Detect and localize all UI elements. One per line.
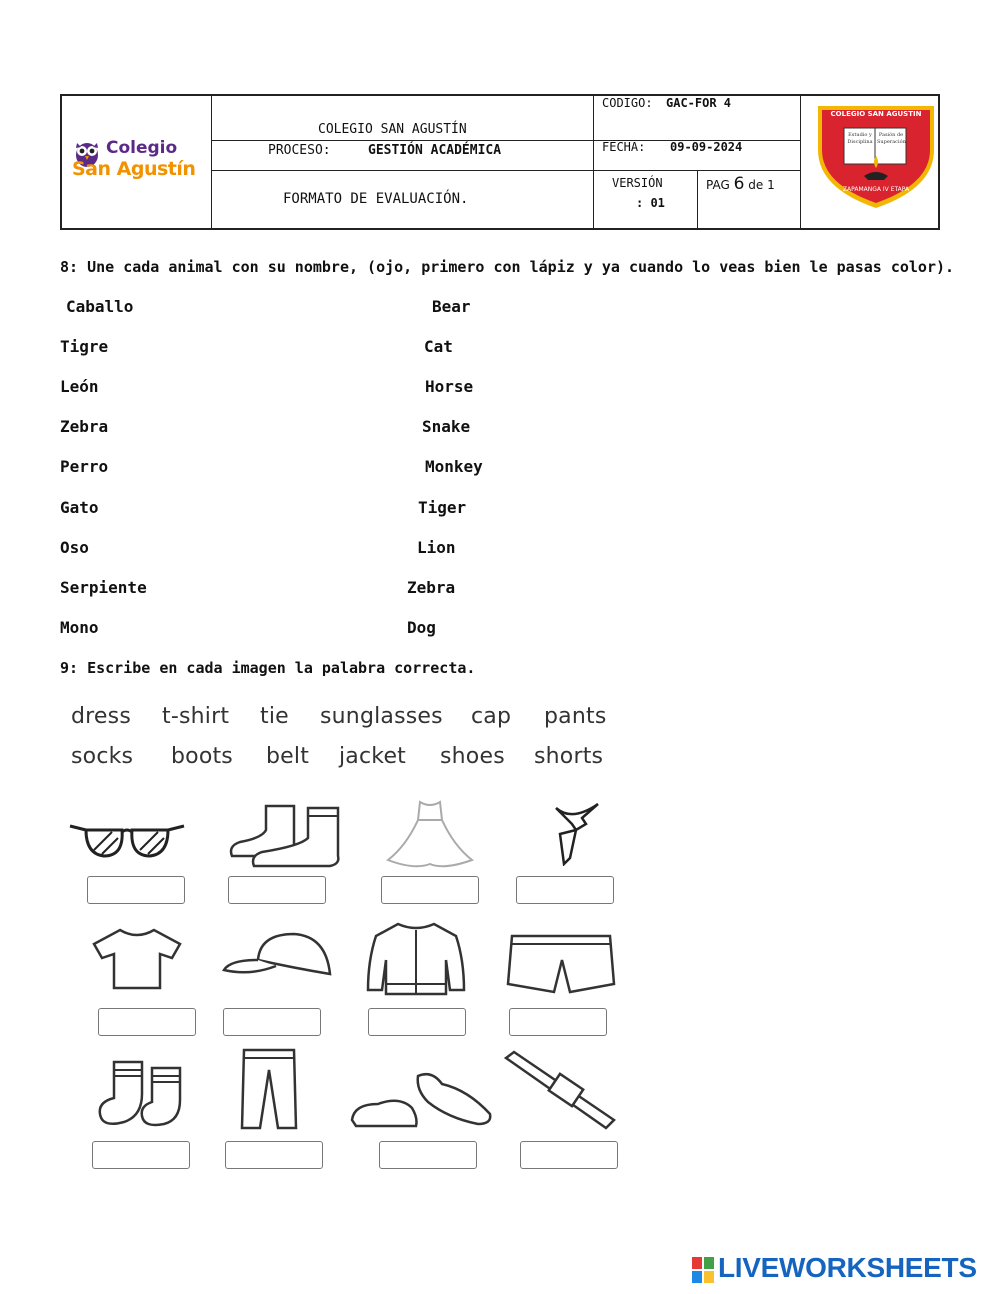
spanish-word: Gato — [60, 497, 99, 517]
socks-icon — [94, 1058, 200, 1128]
process-value: GESTIÓN ACADÉMICA — [368, 143, 502, 158]
spanish-word: Zebra — [60, 417, 109, 437]
process-label: PROCESO: — [268, 143, 331, 158]
word-bank-item: socks — [71, 744, 134, 769]
english-word: Dog — [407, 617, 436, 637]
header-table — [60, 94, 940, 230]
answer-box-pants[interactable] — [225, 1141, 323, 1169]
english-word: Lion — [417, 537, 456, 557]
school-crest — [814, 102, 938, 210]
answer-box-belt[interactable] — [520, 1141, 618, 1169]
english-word: Monkey — [425, 457, 483, 477]
format-title: FORMATO DE EVALUACIÓN. — [283, 191, 469, 207]
question-9-title: 9: Escribe en cada imagen la palabra correcta. — [60, 659, 476, 677]
cap-icon — [220, 930, 334, 988]
word-bank-item: tie — [260, 704, 289, 729]
word-bank-item: cap — [471, 704, 512, 729]
logo-line1: Colegio — [106, 138, 178, 158]
answer-box-cap[interactable] — [223, 1008, 321, 1036]
english-word: Snake — [422, 417, 471, 437]
word-bank-item: dress — [71, 704, 131, 729]
spanish-word: León — [60, 377, 99, 397]
answer-box-jacket[interactable] — [368, 1008, 466, 1036]
crest-book-left: Estudio y Disciplina — [847, 132, 873, 145]
word-bank-item: pants — [544, 704, 607, 729]
english-word: Zebra — [407, 577, 456, 597]
english-word: Horse — [425, 377, 474, 397]
crest-icon — [814, 102, 938, 210]
answer-box-boots[interactable] — [228, 876, 326, 904]
version-value: : 01 — [636, 196, 665, 210]
word-bank-item: boots — [171, 744, 233, 769]
boots-icon — [226, 802, 342, 868]
version-label: VERSIÓN — [612, 176, 663, 190]
crest-bottom-text: ZAPAMANGA IV ETAPA — [842, 186, 910, 193]
spanish-word: Serpiente — [60, 577, 147, 597]
answer-box-tshirt[interactable] — [98, 1008, 196, 1036]
question-8-title: 8: Une cada animal con su nombre, (ojo, primero con lápiz y ya cuando lo veas bien le pasas color). — [60, 258, 955, 276]
answer-box-sunglasses[interactable] — [87, 876, 185, 904]
answer-box-socks[interactable] — [92, 1141, 190, 1169]
jacket-icon — [364, 920, 468, 996]
dress-icon — [384, 798, 476, 870]
word-bank-item: sunglasses — [320, 704, 443, 729]
word-bank-item: jacket — [339, 744, 407, 769]
answer-box-shoes[interactable] — [379, 1141, 477, 1169]
answer-box-shorts[interactable] — [509, 1008, 607, 1036]
liveworksheets-text: LIVEWORKSHEETS — [718, 1252, 977, 1283]
crest-top-text: COLEGIO SAN AGUSTIN — [830, 110, 922, 118]
tshirt-icon — [90, 926, 184, 990]
spanish-word: Mono — [60, 617, 99, 637]
belt-icon — [502, 1050, 618, 1130]
shoes-icon — [348, 1068, 494, 1132]
crest-book-right: Pasión de Superación — [877, 132, 906, 145]
page-suffix: de 1 — [748, 178, 775, 192]
tie-icon — [552, 800, 602, 866]
spanish-word: Tigre — [60, 337, 109, 357]
word-bank-item: shorts — [534, 744, 604, 769]
page-prefix: PAG — [706, 178, 730, 192]
spanish-word: Perro — [60, 457, 109, 477]
answer-box-tie[interactable] — [516, 876, 614, 904]
pants-icon — [238, 1046, 300, 1130]
date-label: FECHA: — [602, 140, 646, 154]
code-label: CODIGO: — [602, 96, 653, 110]
english-word: Cat — [424, 337, 453, 357]
liveworksheets-icon — [692, 1257, 714, 1283]
english-word: Bear — [432, 297, 471, 316]
spanish-word: Caballo — [66, 297, 134, 316]
word-bank-item: shoes — [440, 744, 505, 769]
logo-line2: San Agustín — [72, 158, 196, 180]
school-name: COLEGIO SAN AGUSTÍN — [318, 122, 467, 137]
spanish-word: Oso — [60, 537, 89, 557]
page-number: 6 — [733, 174, 745, 194]
school-logo — [70, 134, 210, 192]
code-value: GAC-FOR 4 — [666, 96, 732, 110]
word-bank-item: belt — [266, 744, 310, 769]
sunglasses-icon — [68, 818, 186, 862]
shorts-icon — [506, 930, 616, 994]
english-word: Tiger — [418, 497, 467, 517]
page-indicator — [706, 174, 775, 194]
date-value: 09-09-2024 — [670, 140, 743, 154]
answer-box-dress[interactable] — [381, 876, 479, 904]
word-bank-item: t-shirt — [162, 704, 230, 729]
